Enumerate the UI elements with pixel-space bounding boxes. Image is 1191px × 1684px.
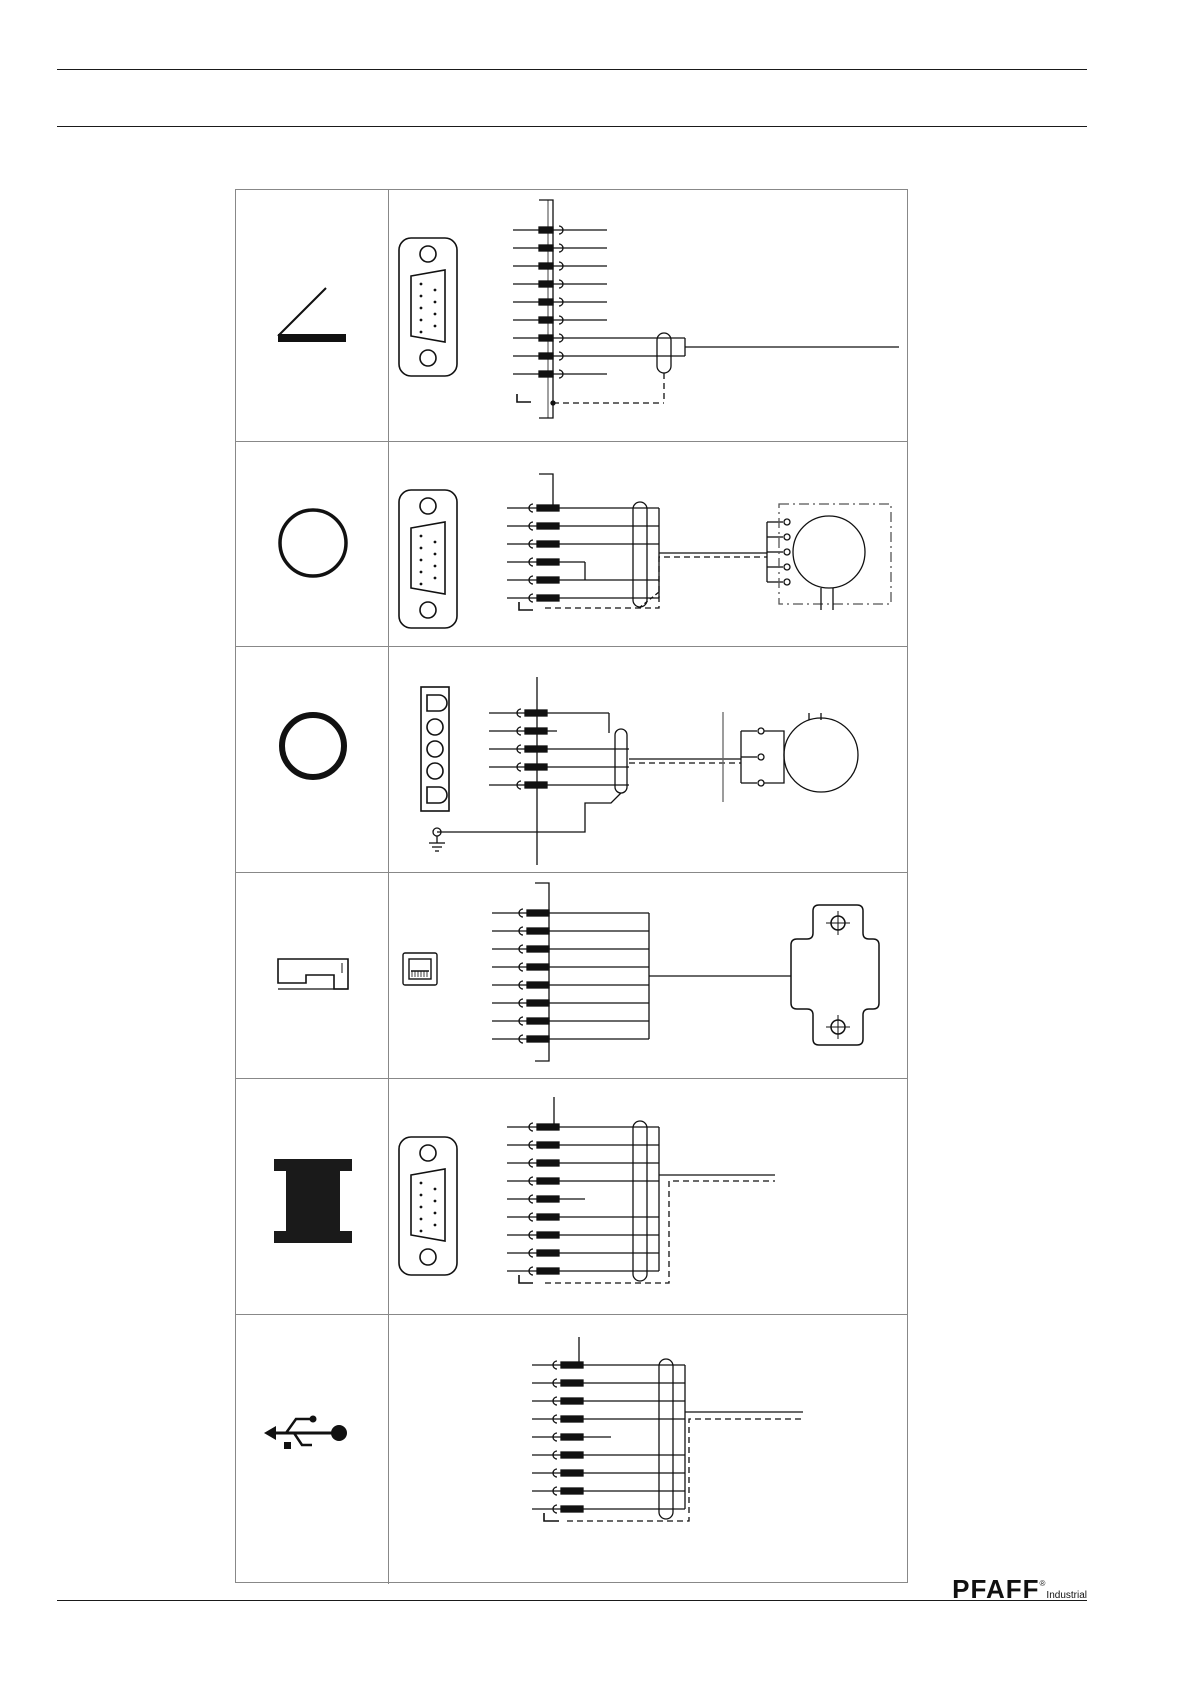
terminal-block <box>513 200 899 418</box>
rj-socket-icon <box>236 873 389 1077</box>
panel-connector <box>791 905 879 1045</box>
wiring-table <box>235 189 908 1583</box>
db9-connector <box>399 1137 457 1275</box>
circle-ring-thin-icon <box>236 442 389 645</box>
wiring-row-6 <box>236 1315 907 1584</box>
row-icon-cell <box>236 1315 389 1584</box>
circle-ring-thick-icon <box>236 647 389 871</box>
terminal-block <box>532 1337 803 1521</box>
logo-registered-mark: ® <box>1039 1579 1046 1588</box>
header-rule-top <box>57 69 1087 70</box>
row-icon-cell <box>236 1079 389 1314</box>
wiring-row-5 <box>236 1079 907 1315</box>
header-rule-bottom <box>57 126 1087 127</box>
logo-subtitle: Industrial <box>1046 1590 1087 1601</box>
logo-wordmark: PFAFF <box>952 1574 1040 1604</box>
wiring-diagram <box>389 190 907 441</box>
terminal-block <box>492 883 791 1061</box>
wiring-diagram <box>389 1315 907 1584</box>
row-icon-cell <box>236 647 389 872</box>
wiring-diagram <box>389 647 907 872</box>
five-pin-connector <box>421 687 449 811</box>
wiring-row-2 <box>236 442 907 647</box>
row-icon-cell <box>236 442 389 646</box>
db9-connector <box>399 238 457 376</box>
wiring-diagram <box>389 442 907 646</box>
row-icon-cell <box>236 190 389 441</box>
usb-icon <box>236 1315 389 1582</box>
row-icon-cell <box>236 873 389 1078</box>
wiring-row-4 <box>236 873 907 1079</box>
rj45-connector <box>403 953 437 985</box>
pfaff-industrial-logo <box>952 1574 1087 1605</box>
wiring-row-1 <box>236 190 907 442</box>
spool-icon <box>236 1079 389 1313</box>
footer-rule <box>57 1600 1087 1601</box>
wiring-diagram <box>389 873 907 1078</box>
terminal-block <box>429 677 858 865</box>
wiring-diagram <box>389 1079 907 1314</box>
wiring-row-3 <box>236 647 907 873</box>
foot-pedal-icon <box>236 190 389 440</box>
terminal-block <box>507 474 891 610</box>
terminal-block <box>507 1097 775 1283</box>
db9-connector <box>399 490 457 628</box>
